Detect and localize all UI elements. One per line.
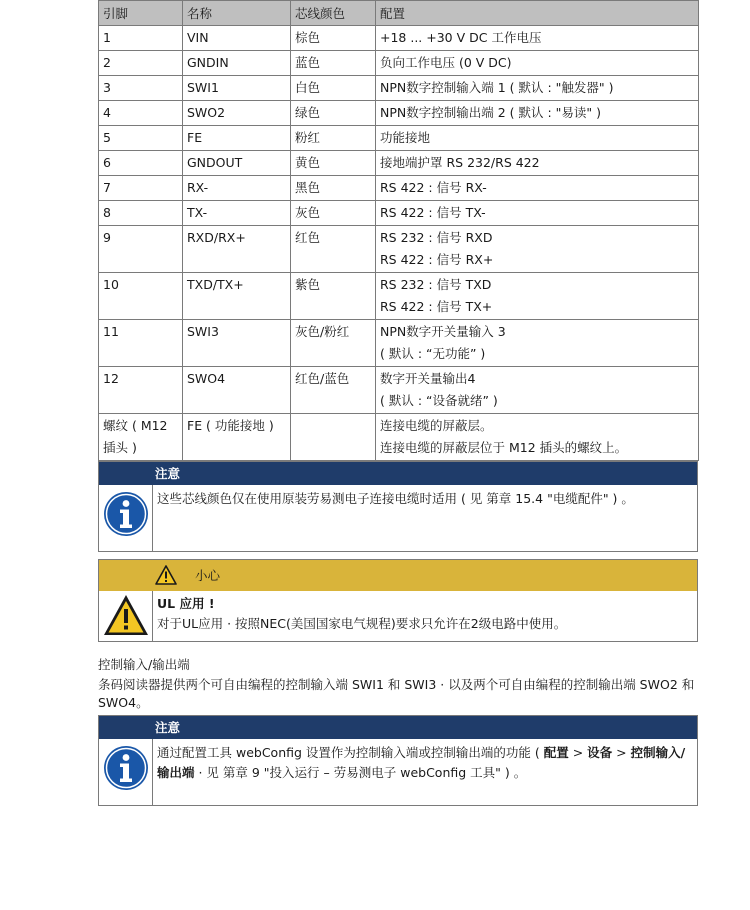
cell-pin: 7 (99, 176, 183, 201)
cell-name: TX- (183, 201, 291, 226)
cell-color: 棕色 (291, 26, 376, 51)
cell-pin: 8 (99, 201, 183, 226)
caution-box (98, 559, 698, 642)
cell-name: GNDOUT (183, 151, 291, 176)
header-name: 名称 (183, 1, 291, 26)
notice-title: 注意 (99, 716, 697, 739)
cell-name: SWO4 (183, 367, 291, 414)
warning-triangle-icon (102, 593, 150, 638)
cell-config (376, 201, 699, 226)
cell-config (376, 76, 699, 101)
cell-config (376, 176, 699, 201)
cell-color: 蓝色 (291, 51, 376, 76)
cell-config (376, 367, 699, 414)
cell-color: 黄色 (291, 151, 376, 176)
cell-color: 黑色 (291, 176, 376, 201)
cell-config (376, 226, 699, 273)
cell-color: 粉红 (291, 126, 376, 151)
config-line: RS 422 : 信号 RX+ (380, 252, 494, 267)
cell-config (376, 320, 699, 367)
cell-pin: 2 (99, 51, 183, 76)
cell-name: FE (183, 126, 291, 151)
section-paragraph: 条码阅读器提供两个可自由编程的控制输入端 SWI1 和 SWI3 · 以及两个可自由编程的控制输出端 SWO2 和 SWO4。 (98, 677, 695, 710)
config-line: RS 422 : 信号 RX- (380, 180, 487, 195)
warning-triangle-small-icon (155, 565, 177, 585)
info-icon (103, 491, 149, 537)
cell-config (376, 151, 699, 176)
cell-name: SWI1 (183, 76, 291, 101)
pin-assignment-table (98, 0, 699, 461)
cell-color: 红色/蓝色 (291, 367, 376, 414)
cell-color (291, 414, 376, 461)
caution-content (153, 591, 697, 642)
menu-path-device: 设备 (587, 745, 613, 760)
caution-text: 对于UL应用 · 按照NEC(美国国家电气规程)要求只允许在2级电路中使用。 (157, 616, 567, 631)
table-row (99, 414, 699, 461)
cell-pin: 10 (99, 273, 183, 320)
menu-path-control-io: 控制输入/输出端 (157, 745, 686, 780)
header-configuration: 配置 (376, 1, 699, 26)
cell-pin: 螺纹 ( M12 插头 ) (99, 414, 183, 461)
cell-config (376, 26, 699, 51)
config-line: RS 232 : 信号 TXD (380, 277, 492, 292)
cell-config (376, 126, 699, 151)
config-line: RS 422 : 信号 TX+ (380, 299, 493, 314)
info-icon-cell (99, 739, 153, 805)
table-row (99, 320, 699, 367)
cell-pin: 11 (99, 320, 183, 367)
config-line: 接地端护罩 RS 232/RS 422 (380, 155, 540, 170)
table-row (99, 51, 699, 76)
cell-color: 红色 (291, 226, 376, 273)
text-segment: · 见 第章 9 "投入运行 – 劳易测电子 webConfig 工具" ) 。 (194, 765, 527, 780)
info-icon-cell (99, 485, 153, 551)
text-segment: 通过配置工具 webConfig 设置作为控制输入端或控制输出端的功能 ( (157, 745, 544, 760)
table-row (99, 151, 699, 176)
cell-pin: 1 (99, 26, 183, 51)
cell-name: FE ( 功能接地 ) (183, 414, 291, 461)
cell-name: RXD/RX+ (183, 226, 291, 273)
table-row (99, 367, 699, 414)
cell-pin: 4 (99, 101, 183, 126)
config-line: NPN数字开关量输入 3 (380, 324, 506, 339)
table-row (99, 26, 699, 51)
notice-title: 注意 (99, 462, 697, 485)
pin-table-wrapper (98, 0, 699, 461)
caution-title: 小心 (195, 568, 221, 583)
notice-box-wire-colors (98, 461, 698, 552)
cell-color: 白色 (291, 76, 376, 101)
menu-path-config: 配置 (543, 745, 569, 760)
config-line: 功能接地 (380, 130, 431, 145)
table-row (99, 101, 699, 126)
notice-text (153, 739, 697, 805)
info-icon (103, 745, 149, 791)
cell-name: SWI3 (183, 320, 291, 367)
table-row (99, 76, 699, 101)
path-separator: > (568, 745, 588, 760)
config-line: 连接电缆的屏蔽层位于 M12 插头的螺纹上。 (380, 440, 628, 455)
cell-color: 紫色 (291, 273, 376, 320)
cell-color: 灰色 (291, 201, 376, 226)
cell-pin: 5 (99, 126, 183, 151)
cell-config (376, 51, 699, 76)
warning-icon-cell (99, 591, 153, 642)
config-line: +18 ... +30 V DC 工作电压 (380, 30, 542, 45)
cell-name: VIN (183, 26, 291, 51)
config-line: NPN数字控制输入端 1 ( 默认 : "触发器" ) (380, 80, 614, 95)
config-line: 负向工作电压 (0 V DC) (380, 55, 512, 70)
cell-color: 灰色/粉红 (291, 320, 376, 367)
config-line: ( 默认 : “设备就绪” ) (380, 393, 498, 408)
notice-box-webconfig (98, 715, 698, 806)
cell-config (376, 414, 699, 461)
notice-text: 这些芯线颜色仅在使用原装劳易测电子连接电缆时适用 ( 见 第章 15.4 "电缆配件" ) 。 (157, 491, 634, 506)
caution-heading: UL 应用 ! (157, 596, 215, 611)
table-row (99, 126, 699, 151)
path-separator: > (612, 745, 631, 760)
header-wire-color: 芯线颜色 (291, 1, 376, 26)
config-line: NPN数字控制输出端 2 ( 默认 : "易读" ) (380, 105, 601, 120)
table-row (99, 226, 699, 273)
config-line: RS 232 : 信号 RXD (380, 230, 493, 245)
cell-config (376, 101, 699, 126)
table-row (99, 176, 699, 201)
cell-name: SWO2 (183, 101, 291, 126)
cell-name: TXD/TX+ (183, 273, 291, 320)
table-header-row (99, 1, 699, 26)
config-line: RS 422 : 信号 TX- (380, 205, 486, 220)
header-pin: 引脚 (99, 1, 183, 26)
cell-config (376, 273, 699, 320)
cell-name: RX- (183, 176, 291, 201)
cell-pin: 3 (99, 76, 183, 101)
table-row (99, 201, 699, 226)
caution-header (99, 560, 697, 591)
config-line: 数字开关量输出4 (380, 371, 476, 386)
cell-pin: 12 (99, 367, 183, 414)
cell-name: GNDIN (183, 51, 291, 76)
config-line: ( 默认 : “无功能” ) (380, 346, 486, 361)
cell-color: 绿色 (291, 101, 376, 126)
cell-pin: 6 (99, 151, 183, 176)
config-line: 连接电缆的屏蔽层。 (380, 418, 493, 433)
section-heading: 控制输入/输出端 (98, 657, 190, 672)
cell-pin: 9 (99, 226, 183, 273)
table-row (99, 273, 699, 320)
